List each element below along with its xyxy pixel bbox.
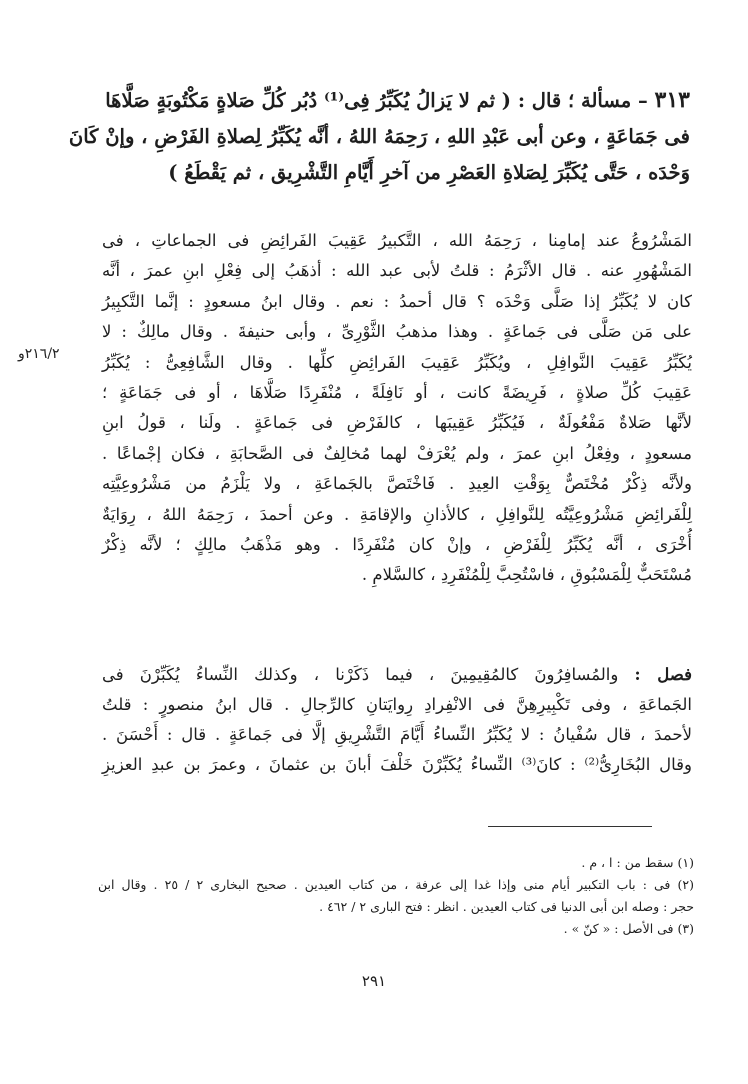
section-line: الجَماعَةِ ، وفى تَكْبِيرِهِنَّ فى الانْفِرادِ رِوايَتانِ كالرِّجالِ . قال ابنُ منصورٍ : قلتُ (102, 695, 692, 714)
issue-heading (68, 82, 690, 191)
body-line: المَشْهُورِ عنه . قال الأثْرَمُ : قلتُ لأبى عبد الله : أذهَبُ إلى فِعْلِ ابنِ عمرَ ، أنَّه (102, 261, 692, 281)
heading-line: فى جَمَاعَةٍ ، وعن أبى عَبْدِ اللهِ ، رَحِمَهُ اللهُ ، أنَّه يُكَبِّرُ لِصلاةِ الفَرْضِ ، وإنْ كَانَ (68, 125, 690, 148)
section-label: فصل : (634, 665, 692, 684)
issue-number: ٣١٣ (654, 87, 690, 113)
section-line-text: والمُسافِرُونَ كالمُقِيمِينَ ، فيما ذَكَرْنا ، وكذلك النِّساءُ يُكَبِّرْنَ فى (102, 665, 619, 684)
body-line: مسعودٍ ، وفِعْلُ ابنِ عمرَ ، ولم يُعْرَفْ لهما مُخالِفٌ فى الصَّحابَةِ ، فكان إجْماعًا . (102, 443, 692, 463)
footnote: (٣) فى الأصل : « كنّ » . (563, 921, 694, 936)
section-line: لأحمدَ ، قال سُفْيانُ : لا يُكَبِّرُ النِّساءُ أَيَّامَ التَّشْرِيقِ إلَّا فى جَماعَةٍ . قال : أَحْسَنَ . (102, 725, 692, 744)
page-number: ٢٩١ (361, 972, 387, 990)
body-line: لأنَّها صَلاةٌ مَفْعُولَةٌ ، فَيُكَبِّرُ عَقِيبَها ، كالفَرْضِ فى جَماعَةٍ . ولَنا ، قولُ ابنِ (102, 413, 692, 433)
body-line: لِلْفَرائِضِ مَشْرُوعِيَّتُه لِلنَّوافِلِ ، كالأذانِ والإقامَةِ . وعن أحمدَ ، رَحِمَهُ اللهُ ، رِوَايَةٌ (102, 504, 692, 524)
body-line: أُخْرَى ، أنَّه يُكَبِّرُ لِلْفَرْضِ ، وإنْ كان مُنْفَرِدًا . وهو مَذْهَبُ مالِكٍ ؛ لأنَّه ذِكْرٌ (102, 535, 692, 555)
margin-folio-note: ٢١٦/٢و (18, 346, 60, 362)
heading-line: وَحْدَه ، حَتَّى يُكَبِّرَ لِصَلاةِ العَصْرِ من آخرِ أَيَّامِ التَّشْرِيق ، ثم يَقْطَعُ ) (168, 161, 690, 184)
section-line (102, 660, 692, 690)
footnote: (٢) فى : باب التكبير أيام منى وإذا غدا إلى عرفة ، من كتاب العيدين . صحيح البخارى ٢ / ٢٥ . وقال ابن (98, 877, 694, 892)
body-line: ولأنَّه ذِكْرٌ مُخْتَصٌّ بِوَقْتِ العِيدِ . فَاخْتَصَّ بالجَماعَةِ ، ولا يَلْزَمُ من مَشْرُوعِيَّتِه (102, 474, 692, 494)
body-line: يُكَبِّرُ عَقِيبَ النَّوافِلِ ، ويُكَبِّرُ عَقِيبَ الفَرائِضِ كلِّها . وقال الشَّافِعِىُّ : يُكَبِّرُ (102, 352, 692, 372)
heading-line (106, 82, 690, 119)
body-line: كان لا يُكَبِّرُ إذا صَلَّى وَحْدَه ؟ قال أحمدُ : نعم . وقال ابنُ مسعودٍ : إنَّما التَّكبِيرُ (102, 291, 692, 311)
footnote-divider (488, 826, 652, 827)
footnotes (98, 852, 694, 940)
body-line: المَشْرُوعُ عند إمامِنا ، رَحِمَهُ الله ، التَّكبيرُ عَقِيبَ الفَرائِضِ فى الجماعاتِ ، فى (102, 231, 692, 250)
body-line: على مَن صَلَّى فى جَماعَةٍ . وهذا مذهبُ الثَّوْرِىِّ ، وأبى حنيفةَ . وقال مالِكٌ : لا (102, 322, 692, 342)
section-paragraph (102, 660, 692, 780)
footnote-continuation: حجر : وصله ابن أبى الدنيا فى كتاب العيدين . انظر : فتح البارى ٢ / ٤٦٢ . (319, 899, 694, 914)
body-paragraph (102, 226, 692, 591)
footnote: (١) سقط من : ا ، م . (581, 855, 694, 870)
body-line: عَقِيبَ كُلِّ صلاةٍ ، فَرِيضَةً كانت ، أو نَافِلَةً ، مُنْفَرِدًا صَلَّاهَا ، أو فى جَمَاعَةٍ ؛ (102, 383, 692, 403)
body-line: مُسْتَحَبٌّ لِلْمَسْبُوقِ ، فاسْتُحِبَّ لِلْمُنْفَرِدِ ، كالسَّلامِ . (361, 565, 692, 585)
section-line: وقال البُخَارِىُّ⁽²⁾ : كانَ⁽³⁾ النِّساءُ يُكَبِّرْنَ خَلْفَ أبانَ بن عثمانَ ، وعمرَ بن عبدِ العزيزِ (102, 755, 693, 774)
heading-line-text: – مسألة ؛ قال : ( ثم لا يَزالُ يُكَبِّرُ فِى⁽¹⁾ دُبُر كُلِّ صَلاةٍ مَكْتُوبَةٍ صَلَّاهَا (105, 89, 648, 112)
